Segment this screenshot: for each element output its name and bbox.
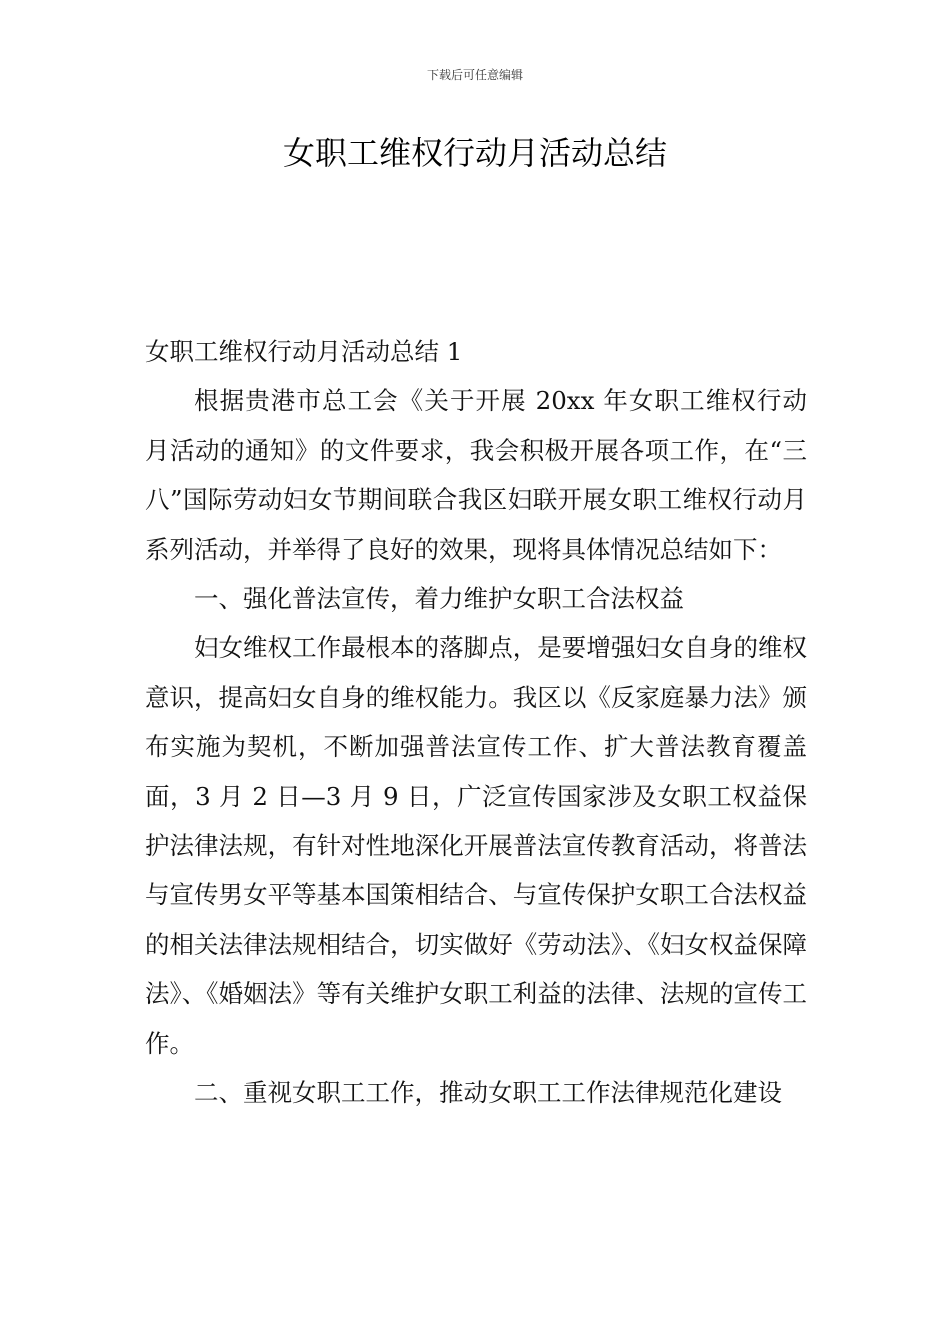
document-body — [145, 327, 807, 1118]
paragraph-one: 妇女维权工作最根本的落脚点，是要增强妇女自身的维权意识，提高妇女自身的维权能力。我区以《反家庭暴力法》颁布实施为契机，不断加强普法宣传工作、扩大普法教育覆盖面，3 月 2 日—3 月 9 日，广泛宣传国家涉及女职工权益保护法律法规，有针对性地深化开展普法宣传教育活动，将普法与宣传男女平等基本国策相结合、与宣传保护女职工合法权益的相关法律法规相结合，切实做好《劳动法》、《妇女权益保障法》、《婚姻法》等有关维护女职工利益的法律、法规的宣传工作。 — [145, 633, 807, 1058]
subheading-two: 二、重视女职工工作，推动女职工工作法律规范化建设 — [194, 1078, 782, 1108]
paragraph-intro: 根据贵港市总工会《关于开展 20xx 年女职工维权行动月活动的通知》的文件要求，我会积极开展各项工作，在“三八”国际劳动妇女节期间联合我区妇联开展女职工维权行动月系列活动，并举得了良好的效果，现将具体情况总结如下： — [145, 386, 807, 564]
header-note: 下载后可任意编辑 — [426, 68, 523, 82]
document-title: 女职工维权行动月活动总结 — [282, 134, 667, 172]
section-heading: 女职工维权行动月活动总结 1 — [145, 337, 463, 366]
subheading-one: 一、强化普法宣传，着力维护女职工合法权益 — [194, 584, 684, 614]
